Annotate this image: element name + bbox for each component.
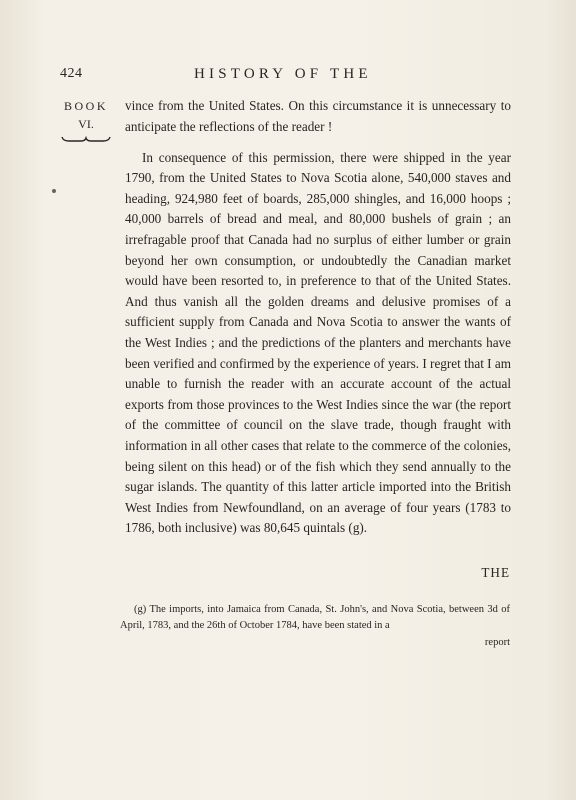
margin-volume-number: VI. — [78, 117, 94, 131]
paragraph: vince from the United States. On this circumstance it is unnecessary to anticipate the reflections of the reader ! — [125, 98, 511, 134]
footnote: (g) The imports, into Jamaica from Canada, St. John's, and Nova Scotia, between 3d of April, 1783, and the 26th of October 1784, have been stated in a — [120, 604, 510, 631]
margin-ornament-rule — [61, 135, 111, 143]
main-text — [125, 96, 511, 539]
footnote-catchword: report — [484, 637, 510, 648]
margin-book-label: BOOK — [63, 99, 108, 113]
page-edge-shadow — [546, 0, 576, 800]
margin-note — [60, 98, 112, 143]
running-head: HISTORY OF THE — [194, 66, 372, 82]
ink-mark — [52, 189, 56, 193]
page-number: 424 — [60, 66, 83, 81]
paragraph: In consequence of this permission, there were shipped in the year 1790, from the United States to Nova Scotia alone, 540,000 staves and heading, 924,980 feet of boards, 285,000 shingles, and 16,000 hoops ; 40,000 barrels of bread and meal, and 80,000 bushels of grain ; an irrefragable proof that Canada had no surplus of either lumber or grain beyond her own consumption, or undoubtedly the Canadian market would have been resorted to, in preference to that of the United States. And thus vanish all the golden dreams and delusive promises of a sufficient supply from Canada and Nova Scotia to answer the wants of the West Indies ; and the predictions of the planters and merchants have been verified and confirmed by the experience of years. I regret that I am unable to furnish the reader with an accurate account of the actual exports from those provinces to the West Indies since the war (the report of the committee of council on the slave trade, though fraught with information in all other cases that relate to the commerce of the colonies, being silent on this head) or of the fish which they send annually to the sugar islands. The quantity of this latter article imported into the British West Indies from Newfoundland, on an average of four years (1783 to 1786, both inclusive) was 80,645 quintals (g). — [125, 149, 511, 536]
page-header — [60, 66, 500, 86]
catchword: THE — [481, 565, 510, 580]
